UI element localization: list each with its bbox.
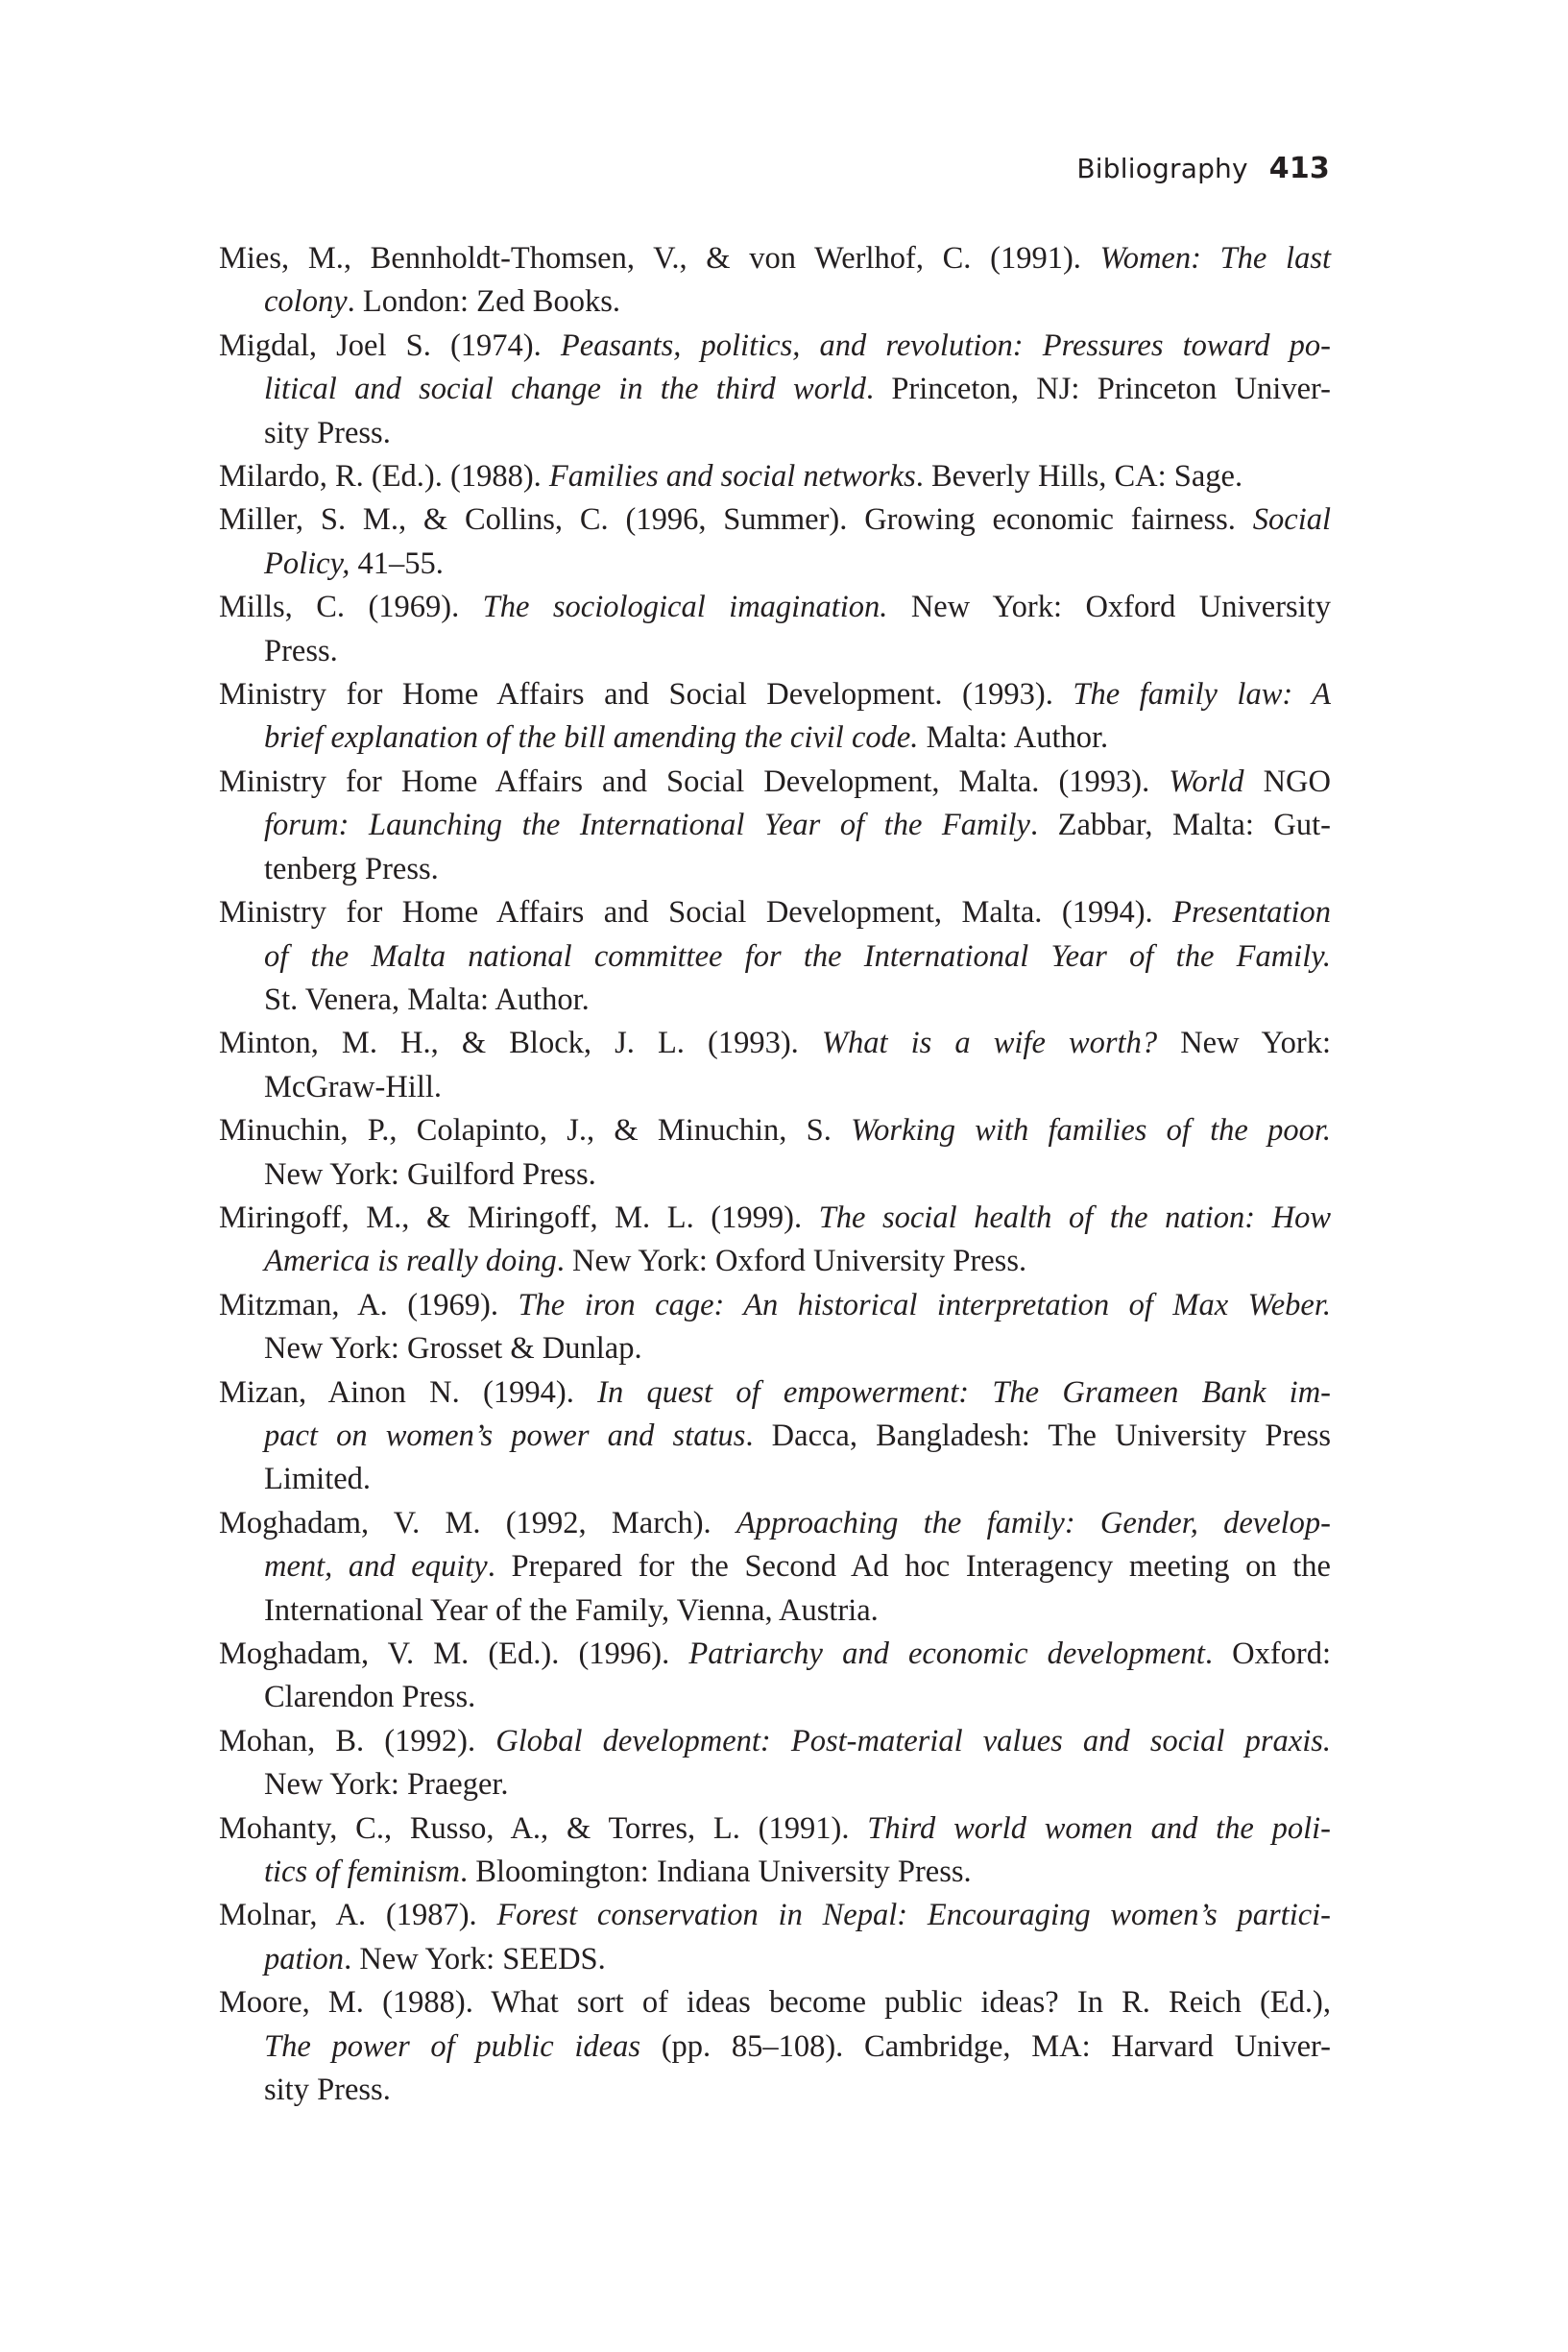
entry-line bbox=[219, 1545, 1331, 1588]
entry-line bbox=[219, 543, 1331, 586]
entry-line bbox=[219, 1894, 1331, 1937]
citation-text: . New York: Oxford University Press. bbox=[556, 1244, 1027, 1279]
entry-line bbox=[219, 455, 1331, 498]
entry-line bbox=[219, 673, 1331, 716]
entry-line bbox=[219, 1066, 1331, 1109]
bibliography-entry bbox=[219, 325, 1331, 455]
italic-title-text: Approaching the family: Gender, develop- bbox=[736, 1505, 1331, 1540]
citation-text: Press. bbox=[264, 633, 338, 668]
bibliography-entry bbox=[219, 1109, 1331, 1197]
bibliography-entry bbox=[219, 237, 1331, 325]
bibliography-entry bbox=[219, 1894, 1331, 1981]
citation-text: . Zabbar, Malta: Gut- bbox=[1029, 808, 1331, 843]
citation-text: New York: Guilford Press. bbox=[264, 1156, 596, 1192]
entry-line bbox=[219, 368, 1331, 411]
entry-line bbox=[219, 325, 1331, 368]
entry-line bbox=[219, 1284, 1331, 1327]
citation-text: Milardo, R. (Ed.). (1988). bbox=[219, 459, 549, 495]
citation-text: 41–55. bbox=[350, 546, 444, 581]
bibliography-entry bbox=[219, 1981, 1331, 2112]
citation-text: NGO bbox=[1243, 764, 1331, 799]
entry-line bbox=[219, 1371, 1331, 1415]
italic-title-text: brief explanation of the bill amending the civil code. bbox=[264, 720, 919, 756]
italic-title-text: The iron cage: An historical interpretation of Max Weber. bbox=[518, 1287, 1331, 1322]
italic-title-text: tics of feminism bbox=[264, 1855, 461, 1890]
citation-text: New York: Praeger. bbox=[264, 1767, 509, 1803]
italic-title-text: The family law: A bbox=[1073, 677, 1332, 713]
citation-text: New York: bbox=[1157, 1026, 1332, 1061]
entry-line bbox=[219, 2025, 1331, 2069]
citation-text: . Oxford: bbox=[1204, 1637, 1332, 1671]
citation-text: . London: Zed Books. bbox=[347, 284, 620, 320]
italic-title-text: of the Malta national committee for the International Year of the Family. bbox=[264, 938, 1331, 974]
bibliography-entry bbox=[219, 1807, 1331, 1895]
citation-text: Moore, M. (1988). What sort of ideas become public ideas? In R. Reich (Ed.), bbox=[219, 1985, 1331, 2021]
italic-title-text: Presentation bbox=[1172, 895, 1331, 931]
entry-line bbox=[219, 935, 1331, 979]
citation-text: Mies, M., Bennholdt-Thomsen, V., & von Werlhof, C. (1991). bbox=[219, 241, 1100, 276]
citation-text: Minuchin, P., Colapinto, J., & Minuchin, S. bbox=[219, 1113, 852, 1149]
italic-title-text: The sociological imagination. bbox=[482, 590, 888, 625]
entry-line bbox=[219, 1938, 1331, 1981]
italic-title-text: pact on women’s power and status bbox=[264, 1418, 746, 1453]
italic-title-text: Global development: Post-material values and social praxis. bbox=[495, 1723, 1331, 1758]
entry-line bbox=[219, 979, 1331, 1022]
citation-text: Ministry for Home Affairs and Social Development. (1993). bbox=[219, 677, 1073, 713]
citation-text: Migdal, Joel S. (1974). bbox=[219, 327, 561, 363]
citation-text: tenberg Press. bbox=[264, 851, 439, 886]
italic-title-text: Working with families of the poor. bbox=[851, 1113, 1331, 1149]
citation-text: Minton, M. H., & Block, J. L. (1993). bbox=[219, 1026, 822, 1061]
entry-line bbox=[219, 804, 1331, 847]
bibliography-entry bbox=[219, 455, 1331, 498]
italic-title-text: In quest of empowerment: The Grameen Bank im- bbox=[597, 1374, 1332, 1410]
entry-line bbox=[219, 1589, 1331, 1633]
citation-text: (pp. 85–108). Cambridge, MA: Harvard Univer- bbox=[639, 2028, 1331, 2064]
bibliography-entry bbox=[219, 761, 1331, 891]
italic-title-text: Patriarchy and economic development bbox=[688, 1637, 1205, 1671]
italic-title-text: World bbox=[1169, 764, 1244, 799]
running-head bbox=[1076, 152, 1330, 185]
citation-text: Moghadam, V. M. (Ed.). (1996). bbox=[219, 1637, 689, 1671]
italic-title-text: Policy, bbox=[264, 546, 350, 581]
bibliography-entry bbox=[219, 498, 1331, 586]
bibliography-entry bbox=[219, 1633, 1331, 1720]
italic-title-text: Third world women and the poli- bbox=[867, 1810, 1332, 1846]
italic-title-text: pation bbox=[264, 1941, 345, 1976]
citation-text: St. Venera, Malta: Author. bbox=[264, 982, 590, 1017]
entry-line bbox=[219, 891, 1331, 934]
citation-text: Clarendon Press. bbox=[264, 1680, 476, 1715]
entry-line bbox=[219, 1763, 1331, 1806]
entry-line bbox=[219, 1415, 1331, 1458]
entry-line bbox=[219, 498, 1331, 542]
citation-text: Moghadam, V. M. (1992, March). bbox=[219, 1505, 736, 1540]
entry-line bbox=[219, 1502, 1331, 1545]
citation-text: . Dacca, Bangladesh: The University Press bbox=[745, 1418, 1331, 1453]
entry-line bbox=[219, 630, 1331, 673]
entry-line bbox=[219, 280, 1331, 324]
entry-line bbox=[219, 1807, 1331, 1851]
italic-title-text: Families and social networks bbox=[548, 459, 916, 495]
entry-line bbox=[219, 1109, 1331, 1152]
italic-title-text: The power of public ideas bbox=[264, 2028, 640, 2064]
citation-text: . Prepared for the Second Ad hoc Interagency meeting on the bbox=[487, 1549, 1331, 1585]
entry-line bbox=[219, 1676, 1331, 1719]
italic-title-text: Social bbox=[1252, 502, 1331, 538]
citation-text: sity Press. bbox=[264, 2073, 391, 2108]
citation-text: New York: Oxford University bbox=[887, 590, 1331, 625]
entry-line bbox=[219, 586, 1331, 629]
citation-text: Miringoff, M., & Miringoff, M. L. (1999). bbox=[219, 1200, 819, 1235]
bibliography-entry bbox=[219, 1284, 1331, 1371]
italic-title-text: What is a wife worth? bbox=[821, 1026, 1158, 1061]
italic-title-text: Women: The last bbox=[1099, 241, 1332, 276]
citation-text: Mizan, Ainon N. (1994). bbox=[219, 1374, 598, 1410]
citation-text: McGraw-Hill. bbox=[264, 1069, 443, 1104]
citation-text: Mills, C. (1969). bbox=[219, 590, 483, 625]
citation-text: . Beverly Hills, CA: Sage. bbox=[915, 459, 1243, 495]
entry-line bbox=[219, 1197, 1331, 1240]
entry-line bbox=[219, 1981, 1331, 2025]
citation-text: Limited. bbox=[264, 1462, 372, 1497]
entry-line bbox=[219, 2069, 1331, 2112]
entry-line bbox=[219, 1022, 1331, 1065]
entry-line bbox=[219, 1851, 1331, 1894]
citation-text: Mohan, B. (1992). bbox=[219, 1723, 496, 1758]
italic-title-text: colony bbox=[264, 284, 348, 320]
entry-line bbox=[219, 761, 1331, 804]
entry-line bbox=[219, 1327, 1331, 1370]
bibliography-entry bbox=[219, 586, 1331, 673]
italic-title-text: Peasants, politics, and revolution: Pressures toward po- bbox=[560, 327, 1331, 363]
italic-title-text: forum: Launching the International Year of the Family bbox=[264, 808, 1030, 843]
page-number: 413 bbox=[1268, 152, 1330, 185]
citation-text: Ministry for Home Affairs and Social Development, Malta. (1993). bbox=[219, 764, 1170, 799]
entry-line bbox=[219, 1153, 1331, 1197]
entry-line bbox=[219, 1633, 1331, 1676]
citation-text: Molnar, A. (1987). bbox=[219, 1898, 497, 1933]
citation-text: sity Press. bbox=[264, 415, 391, 450]
entry-line bbox=[219, 1720, 1331, 1763]
italic-title-text: ment, and equity bbox=[264, 1549, 488, 1585]
entry-line bbox=[219, 1240, 1331, 1283]
bibliography-entry bbox=[219, 1371, 1331, 1502]
entry-line bbox=[219, 848, 1331, 891]
entry-line bbox=[219, 237, 1331, 280]
italic-title-text: The social health of the nation: How bbox=[818, 1200, 1331, 1235]
citation-text: Malta: Author. bbox=[918, 720, 1109, 756]
bibliography-entry bbox=[219, 1720, 1331, 1807]
running-head-section: Bibliography bbox=[1076, 153, 1248, 184]
italic-title-text: America is really doing bbox=[264, 1244, 557, 1279]
italic-title-text: Forest conservation in Nepal: Encouraging women’s partici- bbox=[496, 1898, 1331, 1933]
citation-text: Mohanty, C., Russo, A., & Torres, L. (1991). bbox=[219, 1810, 868, 1846]
entry-line bbox=[219, 412, 1331, 455]
citation-text: . New York: SEEDS. bbox=[344, 1941, 606, 1976]
citation-text: . Bloomington: Indiana University Press. bbox=[460, 1855, 972, 1890]
citation-text: Mitzman, A. (1969). bbox=[219, 1287, 519, 1322]
entry-line bbox=[219, 716, 1331, 760]
italic-title-text: litical and social change in the third world bbox=[264, 372, 866, 407]
entry-line bbox=[219, 1458, 1331, 1501]
bibliography-entry bbox=[219, 1022, 1331, 1109]
citation-text: Ministry for Home Affairs and Social Development, Malta. (1994). bbox=[219, 895, 1173, 931]
citation-text: . Princeton, NJ: Princeton Univer- bbox=[865, 372, 1331, 407]
bibliography-entry bbox=[219, 1502, 1331, 1633]
bibliography-entry bbox=[219, 673, 1331, 761]
citation-text: International Year of the Family, Vienna, Austria. bbox=[264, 1592, 879, 1628]
bibliography-entry bbox=[219, 1197, 1331, 1284]
citation-text: New York: Grosset & Dunlap. bbox=[264, 1331, 642, 1367]
citation-text: Miller, S. M., & Collins, C. (1996, Summer). Growing economic fairness. bbox=[219, 502, 1253, 538]
bibliography-entry bbox=[219, 891, 1331, 1022]
bibliography-list bbox=[219, 237, 1331, 2112]
